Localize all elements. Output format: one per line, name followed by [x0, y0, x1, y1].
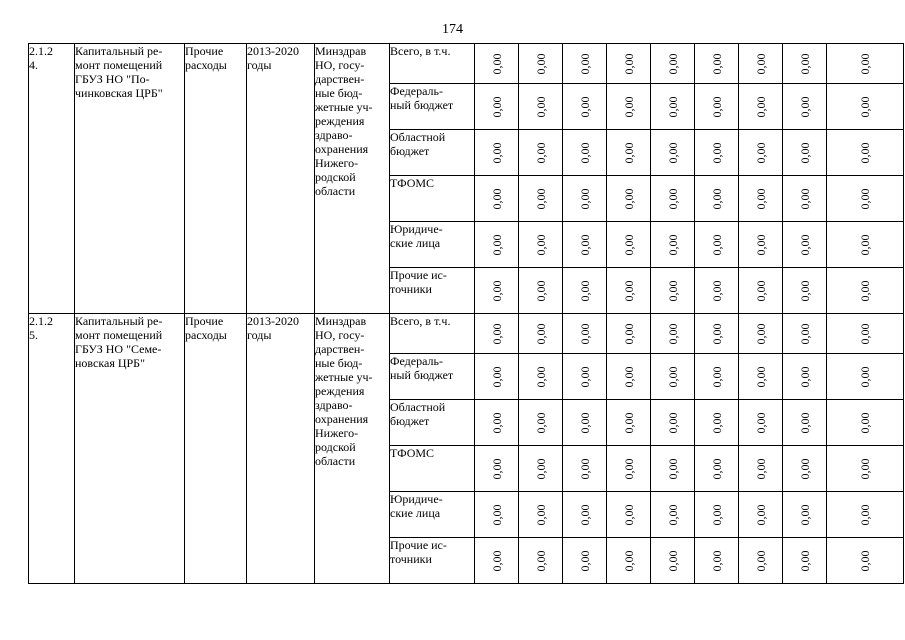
budget-table [28, 43, 904, 584]
amount-cell [695, 222, 739, 268]
amount-cell [475, 84, 519, 130]
amount-cell [739, 314, 783, 354]
amount-cell [651, 222, 695, 268]
amount-cell [695, 492, 739, 538]
amount-value: 0,00 [858, 323, 872, 344]
amount-cell [563, 222, 607, 268]
amount-cell [475, 314, 519, 354]
expense-type-cell [185, 314, 247, 584]
funding-source-cell [390, 176, 475, 222]
amount-value: 0,00 [621, 142, 636, 163]
amount-cell [651, 400, 695, 446]
item-period: 2013-2020 годы [247, 314, 299, 342]
amount-cell [739, 268, 783, 314]
amount-value: 0,00 [489, 412, 504, 433]
funding-source: Прочие ис- точники [390, 268, 447, 296]
item-executor-cell [315, 44, 390, 314]
amount-cell [739, 354, 783, 400]
amount-cell [607, 84, 651, 130]
amount-cell [783, 538, 827, 584]
amount-cell [739, 400, 783, 446]
amount-value: 0,00 [621, 412, 636, 433]
amount-value: 0,00 [489, 234, 504, 255]
amount-cell [563, 44, 607, 84]
amount-cell [783, 176, 827, 222]
amount-cell [827, 176, 904, 222]
amount-cell [695, 268, 739, 314]
amount-cell [783, 492, 827, 538]
amount-cell [475, 492, 519, 538]
item-name: Капитальный ре- монт помещений ГБУЗ НО "По- чинковская ЦРБ" [75, 44, 163, 100]
amount-cell [607, 400, 651, 446]
amount-value: 0,00 [533, 550, 548, 571]
amount-cell [827, 492, 904, 538]
amount-value: 0,00 [621, 504, 636, 525]
amount-cell [651, 354, 695, 400]
amount-value: 0,00 [665, 53, 680, 74]
amount-cell [519, 130, 563, 176]
amount-cell [519, 84, 563, 130]
item-executor: Минздрав НО, госу- дарствен- ные бюд- жетные уч- реждения здраво- охранения Нижего- родской области [315, 44, 373, 198]
item-name: Капитальный ре- монт помещений ГБУЗ НО "Семе- новская ЦРБ" [75, 314, 163, 370]
funding-source: ТФОМС [390, 446, 435, 460]
amount-cell [695, 446, 739, 492]
amount-value: 0,00 [753, 323, 768, 344]
amount-value: 0,00 [753, 458, 768, 479]
amount-cell [827, 354, 904, 400]
amount-cell [475, 400, 519, 446]
amount-value: 0,00 [665, 412, 680, 433]
amount-value: 0,00 [709, 96, 724, 117]
amount-cell [739, 492, 783, 538]
item-name-cell [75, 44, 185, 314]
amount-value: 0,00 [489, 323, 504, 344]
amount-cell [695, 354, 739, 400]
amount-value: 0,00 [797, 142, 812, 163]
amount-value: 0,00 [533, 504, 548, 525]
amount-cell [607, 130, 651, 176]
amount-cell [783, 446, 827, 492]
amount-cell [651, 538, 695, 584]
amount-value: 0,00 [797, 412, 812, 433]
amount-cell [827, 84, 904, 130]
funding-source-cell [390, 222, 475, 268]
amount-value: 0,00 [577, 504, 592, 525]
amount-value: 0,00 [621, 458, 636, 479]
item-code-cell [29, 314, 75, 584]
amount-value: 0,00 [577, 366, 592, 387]
amount-value: 0,00 [577, 234, 592, 255]
amount-cell [519, 538, 563, 584]
amount-value: 0,00 [621, 550, 636, 571]
amount-cell [519, 268, 563, 314]
amount-cell [827, 130, 904, 176]
amount-value: 0,00 [489, 458, 504, 479]
amount-cell [827, 268, 904, 314]
amount-cell [519, 354, 563, 400]
amount-value: 0,00 [753, 96, 768, 117]
amount-value: 0,00 [709, 234, 724, 255]
expense-type: Прочие расходы [185, 314, 227, 342]
amount-value: 0,00 [709, 412, 724, 433]
amount-cell [563, 84, 607, 130]
amount-cell [475, 176, 519, 222]
amount-cell [475, 130, 519, 176]
amount-value: 0,00 [489, 142, 504, 163]
amount-value: 0,00 [577, 188, 592, 209]
amount-value: 0,00 [709, 280, 724, 301]
funding-source: Федераль- ный бюджет [390, 84, 454, 112]
amount-cell [695, 130, 739, 176]
amount-value: 0,00 [577, 323, 592, 344]
funding-source-cell [390, 538, 475, 584]
item-period: 2013-2020 годы [247, 44, 299, 72]
funding-source: Прочие ис- точники [390, 538, 447, 566]
amount-value: 0,00 [797, 550, 812, 571]
funding-source-cell [390, 314, 475, 354]
amount-cell [651, 130, 695, 176]
amount-cell [607, 354, 651, 400]
amount-cell [607, 44, 651, 84]
amount-value: 0,00 [577, 458, 592, 479]
amount-value: 0,00 [533, 53, 548, 74]
funding-source-cell [390, 130, 475, 176]
amount-cell [607, 492, 651, 538]
amount-cell [651, 176, 695, 222]
amount-value: 0,00 [797, 234, 812, 255]
funding-source-cell [390, 400, 475, 446]
table-row [29, 44, 904, 84]
amount-cell [519, 492, 563, 538]
amount-value: 0,00 [797, 323, 812, 344]
amount-cell [695, 314, 739, 354]
amount-cell [827, 400, 904, 446]
amount-value: 0,00 [858, 458, 872, 479]
amount-value: 0,00 [797, 458, 812, 479]
amount-value: 0,00 [753, 504, 768, 525]
table-row [29, 314, 904, 354]
amount-cell [783, 268, 827, 314]
amount-cell [563, 492, 607, 538]
amount-value: 0,00 [753, 53, 768, 74]
amount-value: 0,00 [797, 366, 812, 387]
amount-value: 0,00 [753, 142, 768, 163]
amount-cell [607, 268, 651, 314]
amount-value: 0,00 [753, 188, 768, 209]
amount-value: 0,00 [533, 280, 548, 301]
amount-cell [827, 44, 904, 84]
amount-cell [519, 400, 563, 446]
amount-value: 0,00 [577, 550, 592, 571]
amount-value: 0,00 [709, 53, 724, 74]
amount-cell [519, 176, 563, 222]
amount-cell [783, 314, 827, 354]
amount-value: 0,00 [665, 280, 680, 301]
amount-value: 0,00 [621, 53, 636, 74]
amount-value: 0,00 [533, 142, 548, 163]
amount-cell [827, 222, 904, 268]
amount-value: 0,00 [621, 234, 636, 255]
amount-value: 0,00 [858, 504, 872, 525]
amount-value: 0,00 [753, 366, 768, 387]
amount-value: 0,00 [489, 96, 504, 117]
amount-cell [695, 176, 739, 222]
amount-cell [607, 446, 651, 492]
amount-value: 0,00 [533, 234, 548, 255]
amount-cell [783, 222, 827, 268]
funding-source: Всего, в т.ч. [390, 44, 451, 58]
amount-value: 0,00 [665, 550, 680, 571]
amount-value: 0,00 [621, 366, 636, 387]
amount-cell [607, 538, 651, 584]
funding-source-cell [390, 446, 475, 492]
amount-value: 0,00 [753, 550, 768, 571]
item-code-cell [29, 44, 75, 314]
amount-value: 0,00 [858, 280, 872, 301]
amount-cell [475, 222, 519, 268]
amount-value: 0,00 [665, 188, 680, 209]
funding-source: Всего, в т.ч. [390, 314, 451, 328]
amount-cell [563, 176, 607, 222]
amount-value: 0,00 [797, 188, 812, 209]
amount-cell [475, 446, 519, 492]
amount-cell [563, 354, 607, 400]
amount-value: 0,00 [665, 366, 680, 387]
item-code: 2.1.2 4. [29, 44, 53, 72]
amount-value: 0,00 [665, 323, 680, 344]
amount-value: 0,00 [577, 96, 592, 117]
amount-cell [519, 222, 563, 268]
item-executor: Минздрав НО, госу- дарствен- ные бюд- жетные уч- реждения здраво- охранения Нижего- родской области [315, 314, 373, 468]
amount-cell [695, 538, 739, 584]
funding-source: Юридиче- ские лица [390, 222, 443, 250]
amount-cell [739, 84, 783, 130]
funding-source: ТФОМС [390, 176, 435, 190]
amount-value: 0,00 [858, 366, 872, 387]
amount-cell [519, 44, 563, 84]
funding-source: Юридиче- ские лица [390, 492, 443, 520]
item-code: 2.1.2 5. [29, 314, 53, 342]
amount-value: 0,00 [577, 142, 592, 163]
amount-cell [563, 446, 607, 492]
amount-cell [739, 130, 783, 176]
funding-source-cell [390, 354, 475, 400]
amount-value: 0,00 [489, 53, 504, 74]
amount-cell [563, 538, 607, 584]
amount-cell [783, 130, 827, 176]
amount-value: 0,00 [489, 280, 504, 301]
amount-cell [651, 84, 695, 130]
amount-value: 0,00 [577, 280, 592, 301]
amount-value: 0,00 [709, 366, 724, 387]
amount-cell [827, 314, 904, 354]
amount-cell [739, 222, 783, 268]
amount-value: 0,00 [797, 96, 812, 117]
amount-value: 0,00 [533, 188, 548, 209]
amount-cell [607, 314, 651, 354]
amount-cell [563, 314, 607, 354]
amount-cell [783, 400, 827, 446]
amount-value: 0,00 [533, 96, 548, 117]
amount-value: 0,00 [577, 412, 592, 433]
item-period-cell [247, 44, 315, 314]
amount-value: 0,00 [621, 323, 636, 344]
amount-value: 0,00 [858, 53, 872, 74]
amount-value: 0,00 [665, 234, 680, 255]
amount-value: 0,00 [533, 458, 548, 479]
funding-source-cell [390, 492, 475, 538]
item-name-cell [75, 314, 185, 584]
amount-value: 0,00 [858, 412, 872, 433]
amount-value: 0,00 [489, 550, 504, 571]
amount-cell [739, 176, 783, 222]
amount-cell [475, 538, 519, 584]
amount-value: 0,00 [753, 412, 768, 433]
amount-value: 0,00 [858, 96, 872, 117]
amount-cell [783, 84, 827, 130]
amount-value: 0,00 [665, 458, 680, 479]
page-number: 174 [442, 22, 463, 37]
amount-value: 0,00 [709, 458, 724, 479]
amount-cell [651, 314, 695, 354]
amount-cell [563, 268, 607, 314]
amount-cell [651, 492, 695, 538]
funding-source: Федераль- ный бюджет [390, 354, 454, 382]
amount-cell [827, 538, 904, 584]
amount-cell [651, 268, 695, 314]
amount-cell [827, 446, 904, 492]
amount-cell [651, 446, 695, 492]
expense-type-cell [185, 44, 247, 314]
amount-cell [519, 446, 563, 492]
amount-value: 0,00 [489, 504, 504, 525]
amount-cell [739, 538, 783, 584]
item-executor-cell [315, 314, 390, 584]
amount-value: 0,00 [709, 188, 724, 209]
amount-value: 0,00 [709, 142, 724, 163]
amount-value: 0,00 [797, 280, 812, 301]
amount-value: 0,00 [489, 366, 504, 387]
amount-cell [475, 44, 519, 84]
amount-value: 0,00 [665, 504, 680, 525]
amount-cell [607, 176, 651, 222]
amount-value: 0,00 [753, 234, 768, 255]
amount-value: 0,00 [621, 96, 636, 117]
amount-cell [783, 44, 827, 84]
amount-value: 0,00 [858, 550, 872, 571]
amount-value: 0,00 [797, 53, 812, 74]
amount-value: 0,00 [709, 550, 724, 571]
amount-value: 0,00 [858, 188, 872, 209]
amount-value: 0,00 [753, 280, 768, 301]
amount-value: 0,00 [665, 142, 680, 163]
amount-value: 0,00 [533, 412, 548, 433]
amount-value: 0,00 [533, 366, 548, 387]
amount-value: 0,00 [577, 53, 592, 74]
amount-value: 0,00 [621, 188, 636, 209]
funding-source-cell [390, 44, 475, 84]
amount-value: 0,00 [858, 234, 872, 255]
amount-cell [519, 314, 563, 354]
funding-source: Областной бюджет [390, 400, 446, 428]
amount-cell [475, 268, 519, 314]
amount-cell [607, 222, 651, 268]
amount-cell [651, 44, 695, 84]
item-period-cell [247, 314, 315, 584]
amount-cell [739, 446, 783, 492]
amount-value: 0,00 [533, 323, 548, 344]
amount-cell [563, 400, 607, 446]
amount-value: 0,00 [797, 504, 812, 525]
amount-cell [695, 44, 739, 84]
funding-source: Областной бюджет [390, 130, 446, 158]
amount-value: 0,00 [858, 142, 872, 163]
amount-value: 0,00 [489, 188, 504, 209]
amount-value: 0,00 [621, 280, 636, 301]
amount-cell [563, 130, 607, 176]
amount-cell [739, 44, 783, 84]
amount-cell [783, 354, 827, 400]
funding-source-cell [390, 84, 475, 130]
amount-value: 0,00 [709, 323, 724, 344]
funding-source-cell [390, 268, 475, 314]
amount-cell [695, 400, 739, 446]
amount-value: 0,00 [665, 96, 680, 117]
amount-cell [695, 84, 739, 130]
amount-value: 0,00 [709, 504, 724, 525]
amount-cell [475, 354, 519, 400]
expense-type: Прочие расходы [185, 44, 227, 72]
